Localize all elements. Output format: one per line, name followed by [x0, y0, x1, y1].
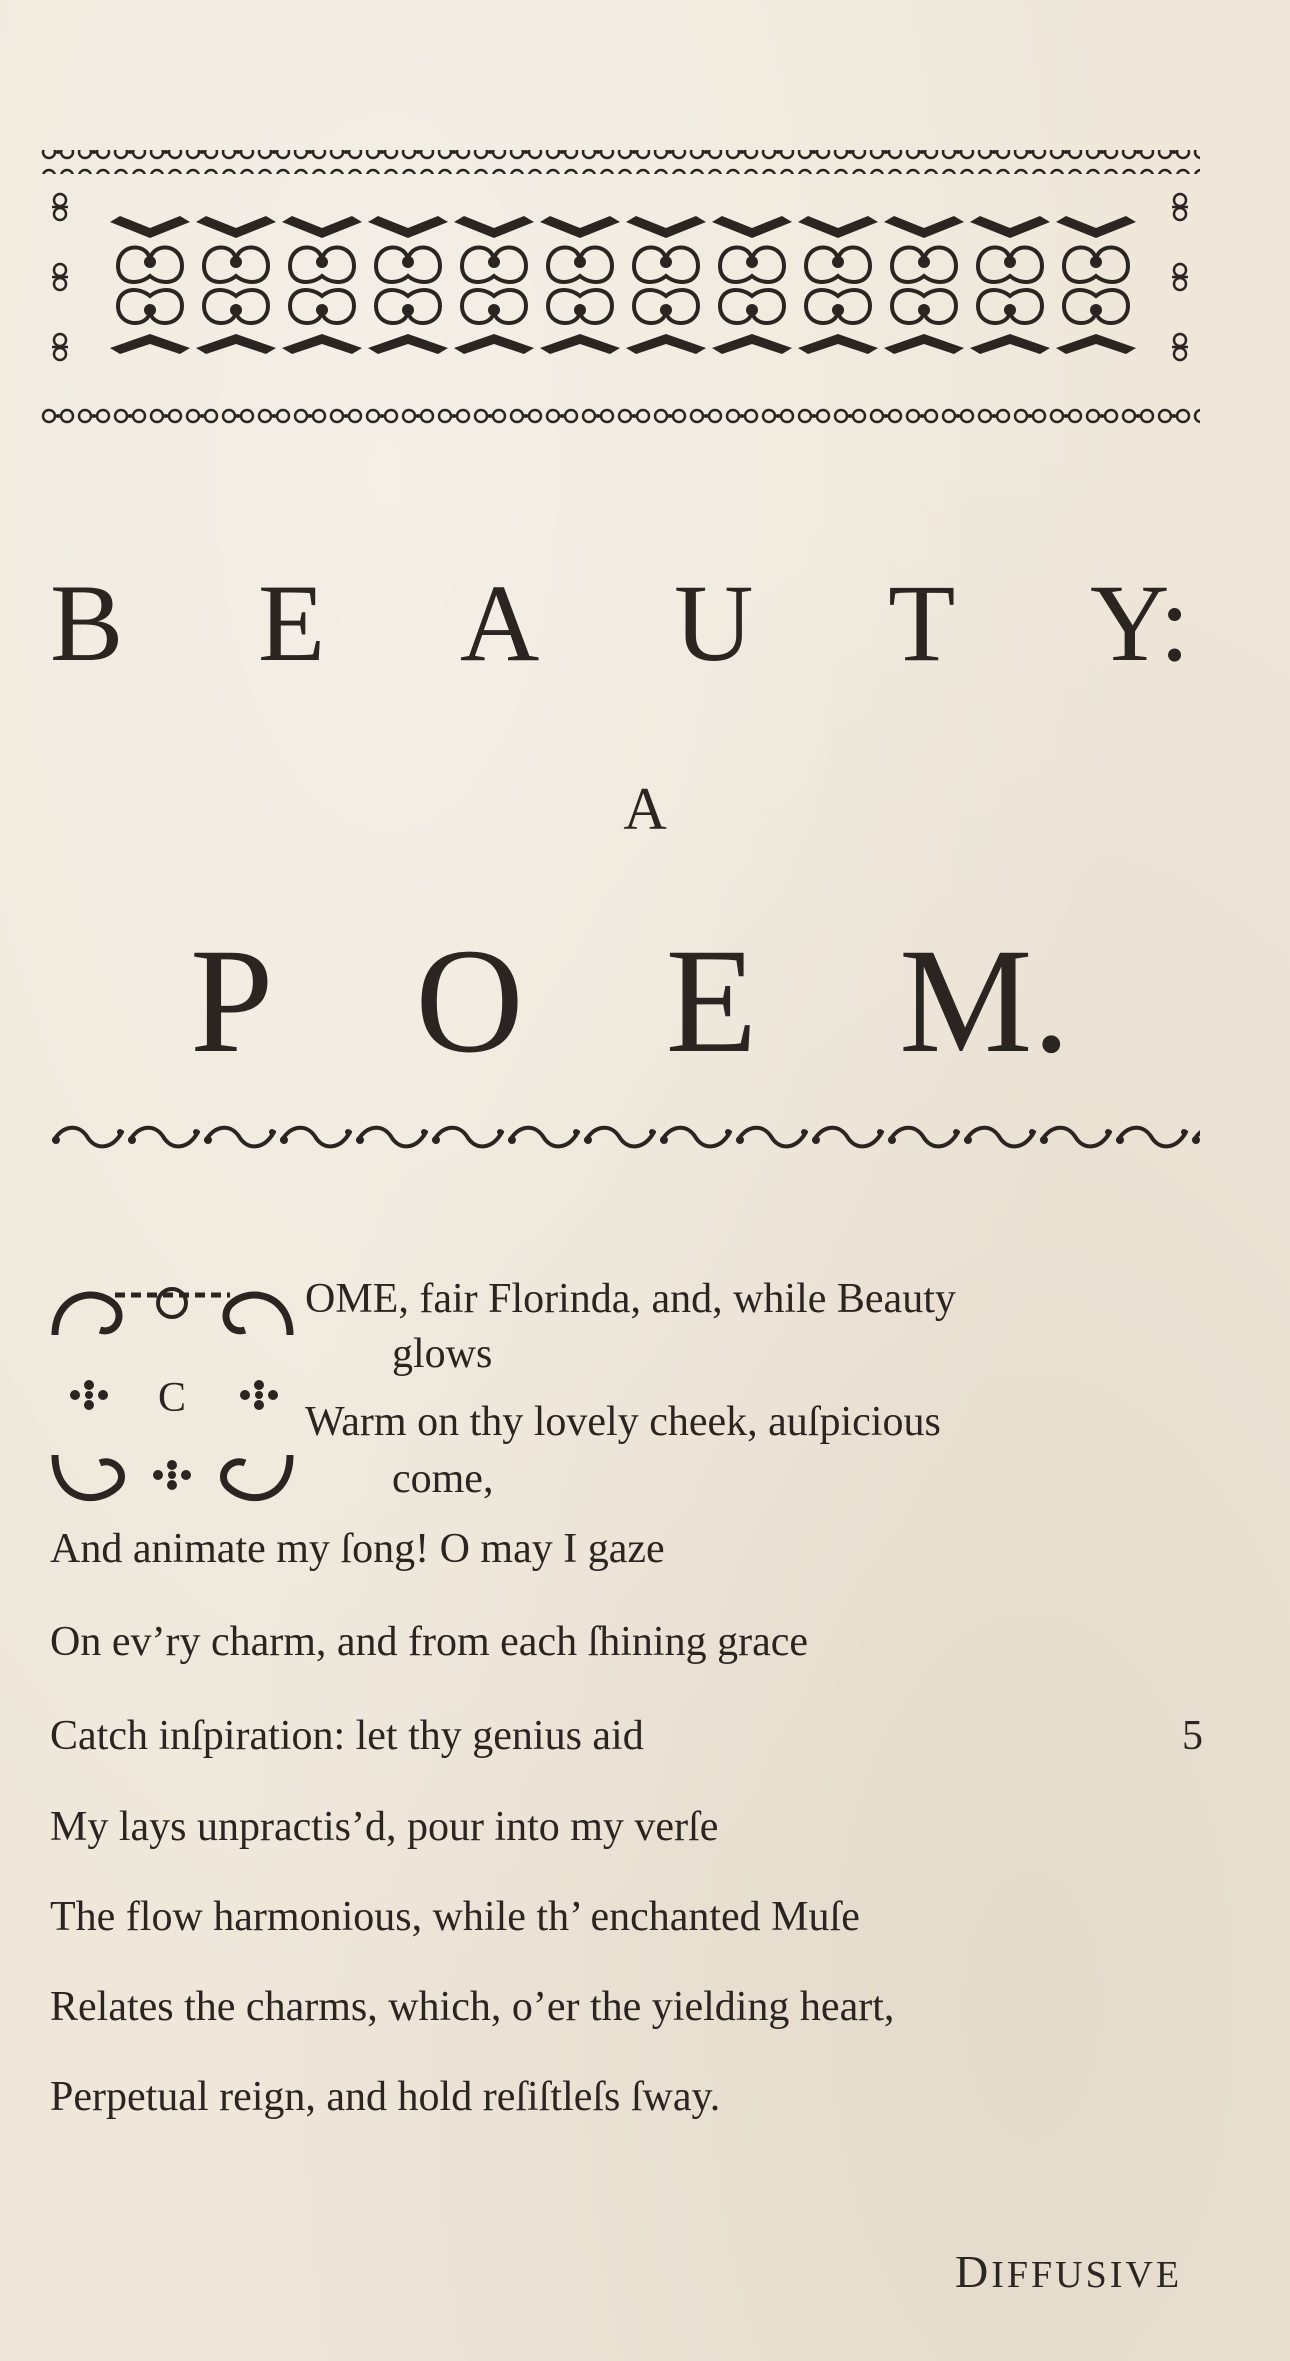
catchword-rest: IFFUSIVE: [991, 2254, 1183, 2296]
title-poem: [190, 915, 1070, 1087]
line-number: 5: [1182, 1713, 1203, 1759]
title-letter: A: [459, 562, 540, 684]
poem-letter: P: [190, 918, 274, 1084]
poem-line: And animate my ſong! O may I gaze: [50, 1526, 665, 1572]
poem-line: Catch inſpiration: let thy genius aid: [50, 1713, 644, 1759]
poem-letter: O: [415, 918, 524, 1084]
poem-line: On ev’ry charm, and from each ſhining grace: [50, 1619, 809, 1665]
subtitle-a: A: [623, 776, 667, 842]
ornamental-divider: [50, 1110, 1200, 1160]
title-letter: U: [674, 562, 754, 684]
poem-line: My lays unpractis’d, pour into my verſe: [50, 1804, 719, 1850]
poem-line-continuation: glows: [392, 1331, 493, 1377]
catchword: [955, 2245, 1182, 2298]
title-letter: Y:: [1090, 562, 1190, 684]
decorated-drop-cap: [45, 1275, 300, 1515]
poem-letter: M.: [899, 918, 1070, 1084]
title-beauty: [50, 560, 1190, 687]
poem-line: Relates the charms, which, o’er the yielding heart,: [50, 1984, 895, 2030]
title-letter: E: [258, 562, 326, 684]
poem-line-continuation: come,: [392, 1456, 494, 1502]
ornamental-header-border: [40, 140, 1200, 440]
drop-cap-letter: C: [157, 1375, 187, 1421]
poem-line: Perpetual reign, and hold reſiſtleſs ſway.: [50, 2074, 721, 2120]
poem-line: Warm on thy lovely cheek, auſpicious: [305, 1399, 941, 1445]
poem-letter: E: [665, 918, 758, 1084]
title-letter: T: [888, 562, 956, 684]
poem-line: OME, fair Florinda, and, while Beauty: [305, 1276, 956, 1322]
catchword-initial: D: [955, 2246, 992, 2297]
poem-line: The flow harmonious, while th’ enchanted Muſe: [50, 1894, 860, 1940]
title-letter: B: [50, 562, 124, 684]
